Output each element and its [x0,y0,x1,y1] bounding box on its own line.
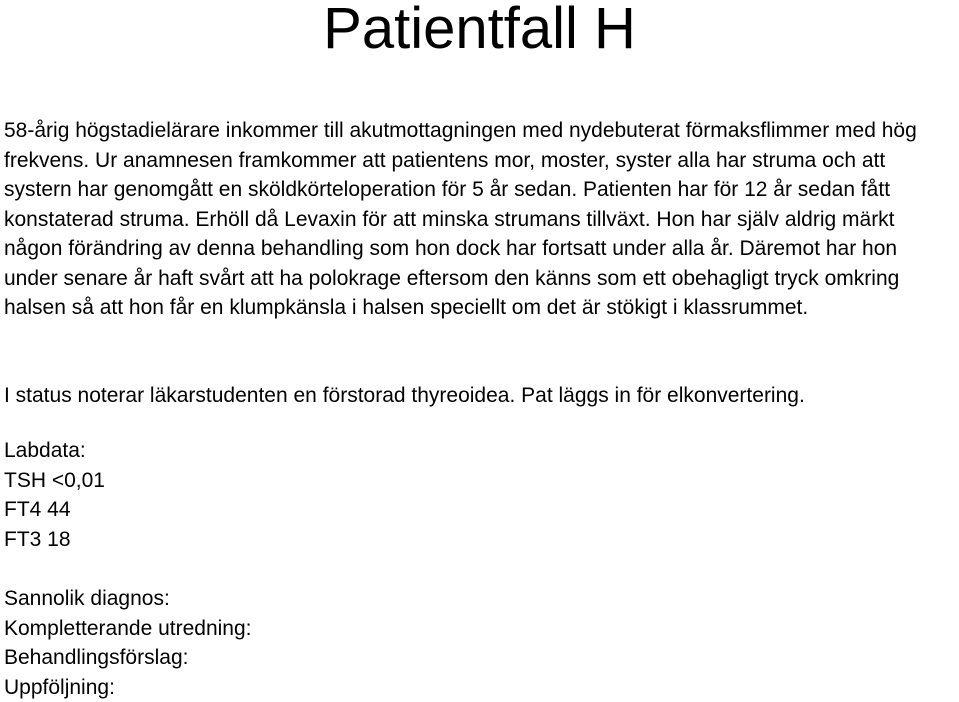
lab-value-tsh: TSH <0,01 [4,468,105,492]
slide-title: Patientfall H [323,0,636,61]
lab-value-ft4: FT4 44 [4,498,71,521]
question-investigation: Kompletterande utredning: [4,616,252,640]
question-treatment: Behandlingsförslag: [4,646,189,669]
lab-data-heading: Labdata: [4,439,86,462]
questions-section [4,584,252,702]
question-followup: Uppföljning: [4,675,115,699]
case-description: 58-årig högstadielärare inkommer till akutmottagningen med nydebuterat förmaksflimmer med hög frekvens. Ur anamnesen framkommer att patientens mor, moster, syster alla har struma och att systern har genomgått en sköldkörteloperation för 5 år sedan. Patienten har för 12 år sedan fått konstaterad struma. Erhöll då Levaxin för att minska strumans tillväxt. Hon har själv aldrig märkt någon förändring av denna behandling som hon dock har fortsatt under alla år. Däremot har hon under senare år haft svårt att ha polokrage eftersom den känns som ett obehagligt tryck omkring halsen så att hon får en klumpkänsla i halsen speciellt om det är stökigt i klassrummet. [4,119,917,319]
question-diagnosis: Sannolik diagnos: [4,587,170,610]
lab-data-section [4,436,105,554]
status-note: I status noterar läkarstudenten en förstorad thyreoidea. Pat läggs in för elkonvertering. [4,384,805,407]
lab-value-ft3: FT3 18 [4,527,71,551]
